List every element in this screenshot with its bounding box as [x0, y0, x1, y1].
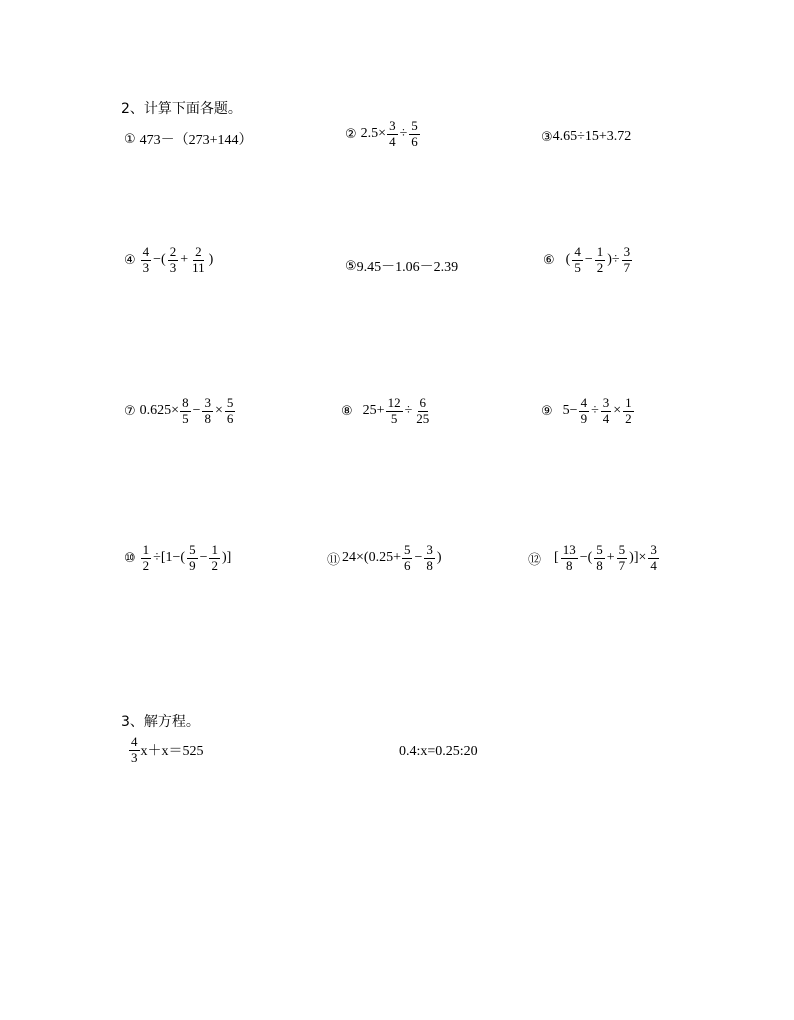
fraction	[414, 396, 431, 427]
fraction	[168, 245, 179, 276]
equation-text: 0.4:x=0.25:20	[399, 744, 478, 759]
operator: )	[436, 550, 442, 566]
fraction	[386, 396, 403, 427]
problem-1	[124, 129, 253, 149]
fraction	[180, 396, 191, 427]
fraction	[595, 245, 606, 276]
operator: ÷	[404, 403, 413, 419]
denominator: 2	[625, 410, 632, 426]
problem-number: ⑨	[541, 403, 553, 419]
problem-number: ④	[124, 252, 136, 268]
fraction	[202, 396, 213, 427]
numerator: 3	[389, 118, 396, 133]
numerator: 3	[623, 244, 631, 259]
fraction	[129, 735, 140, 766]
denominator: 7	[623, 259, 631, 275]
numerator: 1	[625, 395, 632, 410]
fraction	[648, 543, 659, 574]
problem-11	[327, 543, 443, 574]
numerator: 5	[596, 542, 603, 557]
problem-9	[541, 396, 635, 427]
operator: −	[414, 550, 423, 566]
numerator: 1	[142, 542, 150, 557]
denominator: 9	[580, 410, 588, 426]
problem-number: ⑤	[345, 258, 357, 274]
numerator: 5	[618, 542, 626, 557]
fraction	[622, 245, 633, 276]
denominator: 6	[411, 133, 418, 149]
expr-part: 25+	[362, 403, 385, 419]
fraction	[141, 543, 152, 574]
expression: 4.65÷15+3.72	[552, 129, 632, 144]
operator: ÷	[399, 126, 408, 142]
operator: ×	[613, 403, 622, 419]
fraction	[209, 543, 220, 574]
fraction	[601, 396, 612, 427]
fraction	[387, 119, 398, 150]
denominator: 8	[565, 557, 573, 573]
problem-4	[124, 245, 214, 276]
operator: +	[606, 550, 615, 566]
section-3-title: 3、解方程。	[121, 714, 200, 730]
fraction	[594, 543, 605, 574]
denominator: 7	[618, 557, 626, 573]
numerator: 4	[574, 244, 581, 259]
numerator: 5	[226, 395, 234, 410]
operator: )]×	[629, 550, 647, 566]
denominator: 6	[226, 410, 234, 426]
denominator: 5	[574, 259, 581, 275]
numerator: 3	[602, 395, 610, 410]
operator: −(	[579, 550, 593, 566]
expr-part: 0.625×	[139, 403, 180, 419]
fraction	[409, 119, 420, 150]
denominator: 4	[650, 557, 657, 573]
section-2-title: 2、计算下面各题。	[121, 101, 242, 117]
operator: ÷[1−(	[153, 550, 186, 566]
expr-part: 5−	[562, 403, 578, 419]
equation-2	[399, 744, 478, 760]
problem-10	[124, 543, 232, 574]
denominator: 9	[189, 557, 196, 573]
equation-rest: x＋x＝525	[140, 744, 204, 760]
fraction	[623, 396, 634, 427]
problem-number: ③	[541, 129, 553, 145]
operator: (	[565, 252, 571, 268]
problem-number: ⑪	[327, 552, 341, 568]
operator: ×	[214, 403, 223, 419]
denominator: 5	[182, 410, 189, 426]
denominator: 3	[142, 259, 150, 275]
numerator: 5	[411, 118, 418, 133]
expression: 9.45－1.06－2.39	[356, 260, 459, 275]
numerator: 13	[562, 542, 576, 557]
numerator: 12	[387, 395, 401, 410]
operator: )÷	[607, 252, 620, 268]
equation-1	[128, 735, 204, 766]
numerator: 3	[204, 395, 211, 410]
expression: 473－（273+144）	[139, 133, 253, 148]
problem-number: ⑥	[543, 252, 555, 268]
numerator: 4	[131, 734, 138, 749]
numerator: 3	[650, 542, 657, 557]
denominator: 2	[596, 259, 604, 275]
fraction	[572, 245, 583, 276]
fraction	[579, 396, 590, 427]
numerator: 4	[580, 395, 588, 410]
problem-number: ⑧	[341, 403, 353, 419]
problem-7	[124, 396, 236, 427]
denominator: 5	[390, 410, 398, 426]
problem-2	[345, 119, 421, 150]
denominator: 4	[389, 133, 396, 149]
fraction	[561, 543, 578, 574]
denominator: 2	[211, 557, 218, 573]
numerator: 2	[169, 244, 177, 259]
denominator: 2	[142, 557, 150, 573]
fraction	[225, 396, 236, 427]
numerator: 3	[426, 542, 433, 557]
operator: )]	[221, 550, 232, 566]
problem-number: ⑩	[124, 550, 136, 566]
denominator: 8	[596, 557, 603, 573]
problem-number: ①	[124, 131, 136, 147]
operator: )	[208, 252, 214, 268]
denominator: 11	[192, 259, 205, 275]
problem-number: ⑫	[528, 552, 542, 568]
fraction	[402, 543, 413, 574]
numerator: 2	[195, 244, 202, 259]
numerator: 1	[596, 244, 604, 259]
denominator: 6	[403, 557, 411, 573]
denominator: 25	[416, 410, 430, 426]
numerator: 5	[189, 542, 196, 557]
fraction	[424, 543, 435, 574]
fraction	[617, 543, 628, 574]
operator: ÷	[591, 403, 599, 419]
denominator: 4	[602, 410, 610, 426]
expr-part: 24×(0.25+	[342, 550, 401, 566]
denominator: 3	[131, 749, 138, 765]
problem-5	[345, 256, 458, 276]
expr-part: 2.5×	[360, 126, 387, 142]
denominator: 8	[204, 410, 211, 426]
problem-8	[341, 396, 432, 427]
numerator: 4	[142, 244, 150, 259]
denominator: 3	[169, 259, 177, 275]
problem-6	[543, 245, 633, 276]
numerator: 6	[419, 395, 426, 410]
problem-12	[528, 543, 660, 574]
fraction	[141, 245, 152, 276]
problem-number: ⑦	[124, 403, 136, 419]
operator: −	[199, 550, 208, 566]
problem-3	[541, 129, 631, 145]
problem-number: ②	[345, 126, 357, 142]
numerator: 1	[211, 542, 218, 557]
operator: −(	[153, 252, 166, 268]
operator: −	[584, 252, 593, 268]
operator: [	[554, 550, 559, 566]
operator: −	[192, 403, 201, 419]
fraction	[187, 543, 198, 574]
operator: +	[180, 252, 189, 268]
numerator: 8	[182, 395, 189, 410]
fraction	[190, 245, 207, 276]
denominator: 8	[426, 557, 433, 573]
numerator: 5	[403, 542, 411, 557]
